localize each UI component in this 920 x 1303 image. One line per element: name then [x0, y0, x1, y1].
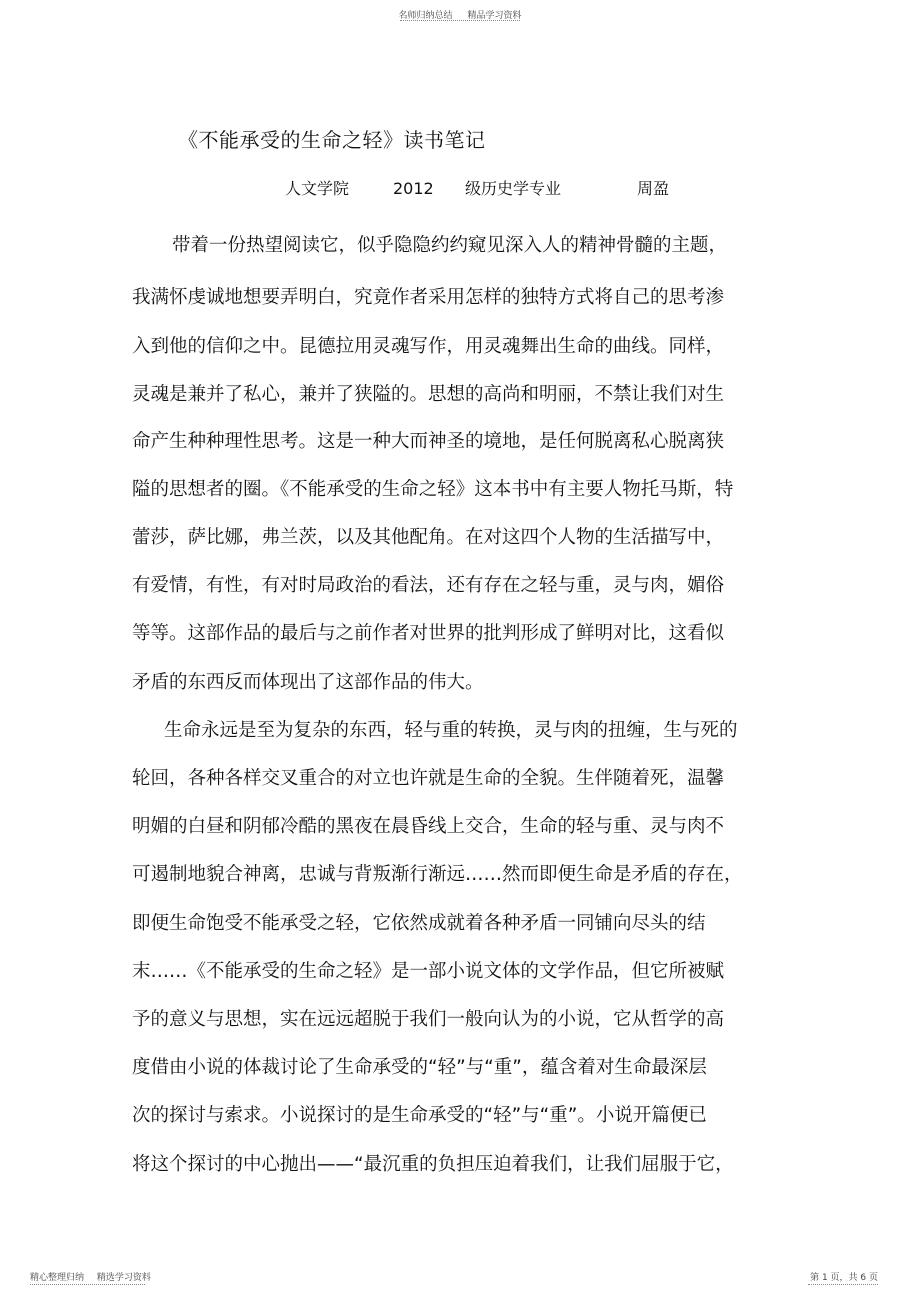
- footer-right-divider: [808, 1284, 878, 1285]
- body-line: 入到他的信仰之中。昆德拉用灵魂写作，用灵魂舞出生命的曲线。同样，: [132, 336, 725, 357]
- body-line: 可遏制地貌合神离，忠诚与背叛渐行渐远……然而即便生命是矛盾的存在，: [132, 864, 743, 885]
- footer-left-text-b: 精选学习资料: [96, 1273, 151, 1283]
- body-line: 末……《不能承受的生命之轻》是一部小说文体的文学作品，但它所被赋: [132, 961, 725, 982]
- body-line: 命产生种种理性思考。这是一种大而神圣的境地，是任何脱离私心脱离狭: [132, 431, 725, 452]
- body-line: 将这个探讨的中心抛出——“最沉重的负担压迫着我们，让我们屈服于它，: [132, 1154, 734, 1175]
- page-number: 第 1 页，共 6 页: [810, 1273, 878, 1283]
- body-line: 生命永远是至为复杂的东西，轻与重的转换，灵与肉的扭缠，生与死的: [164, 720, 738, 741]
- body-line: 即便生命饱受不能承受之轻，它依然成就着各种矛盾一同铺向尽头的结: [132, 913, 706, 934]
- body-line: 蕾莎，萨比娜，弗兰茨，以及其他配角。在对这四个人物的生活描写中，: [132, 527, 725, 548]
- document-title: 《不能承受的生命之轻》读书笔记: [178, 128, 486, 152]
- header-right-text: 精品学习资料: [467, 11, 522, 21]
- body-line: 次的探讨与索求。小说探讨的是生命承受的“轻”与“重”。小说开篇便已: [132, 1105, 707, 1126]
- body-line: 有爱情，有性，有对时局政治的看法，还有存在之轻与重，灵与肉，媚俗: [132, 575, 725, 596]
- body-line: 度借由小说的体裁讨论了生命承受的“轻”与“重”，蕴含着对生命最深层: [132, 1057, 707, 1078]
- body-line: 等等。这部作品的最后与之前作者对世界的批判形成了鲜明对比，这看似: [132, 623, 725, 644]
- footer-left-text-a: 精心整理归纳: [30, 1273, 85, 1283]
- body-line: 轮回，各种各样交叉重合的对立也许就是生命的全貌。生伴随着死，温馨: [132, 768, 725, 789]
- byline-year: 2012: [393, 179, 434, 198]
- footer-left-divider: [30, 1284, 145, 1285]
- byline-college: 人文学院: [285, 179, 350, 198]
- body-line: 矛盾的东西反而体现出了这部作品的伟大。: [132, 672, 484, 693]
- page-footer-left: [30, 1270, 161, 1283]
- body-line: 我满怀虔诚地想要弄明白，究竟作者采用怎样的独特方式将自己的思考渗: [132, 287, 725, 308]
- header-divider: [400, 20, 520, 21]
- body-line: 带着一份热望阅读它，似乎隐隐约约窥见深入人的精神骨髓的主题，: [172, 235, 728, 256]
- body-line: 明媚的白昼和阴郁冷酷的黑夜在晨昏线上交合，生命的轻与重、灵与肉不: [132, 816, 725, 837]
- byline: [285, 176, 669, 199]
- body-line: 隘的思想者的圈。《不能承受的生命之轻》这本书中有主要人物托马斯，特: [132, 479, 734, 500]
- byline-author: 周盈: [637, 179, 670, 198]
- header-left-text: 名师归纳总结: [398, 11, 453, 21]
- body-line: 予的意义与思想，实在远远超脱于我们一般向认为的小说，它从哲学的高: [132, 1009, 725, 1030]
- byline-major: 级历史学专业: [465, 179, 562, 198]
- body-line: 灵魂是兼并了私心，兼并了狭隘的。思想的高尚和明丽，不禁让我们对生: [132, 384, 725, 405]
